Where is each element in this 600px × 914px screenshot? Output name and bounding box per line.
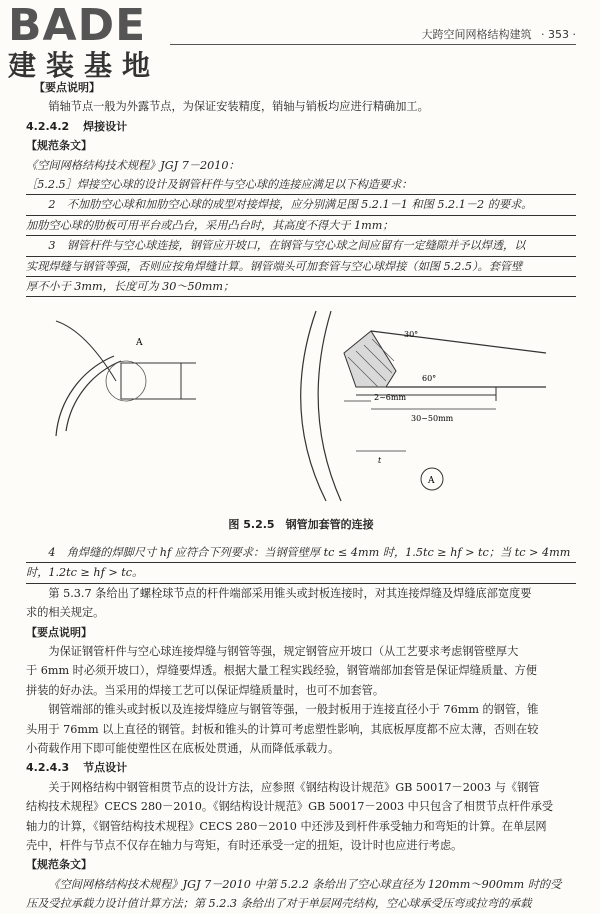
label-angle-30: 30°	[404, 330, 419, 340]
tube-top-edge	[371, 331, 546, 353]
paragraph-line: 为保证钢管杆件与空心球连接焊缝与钢管等强，规定钢管应开坡口（从工艺要求考虑钢管壁厚大	[48, 644, 519, 658]
header-rule	[170, 44, 576, 45]
section-title: 节点设计	[83, 761, 128, 775]
section-number: 4.2.4.3	[26, 761, 70, 775]
sphere-wall-outer	[301, 311, 326, 501]
spec-line: 实现焊缝与钢管等强，否则应按角焊缝计算。钢管端头可加套管与空心球焊接（如图 5.2.5）。套管壁	[26, 257, 576, 277]
note-heading: 【要点说明】	[26, 625, 92, 639]
paragraph-line: 钢管端部的锥头或封板以及连接焊缝应与钢管等强，一般封板用于连接直径小于 76mm 的钢管，锥	[48, 703, 539, 717]
logo-wordmark: BADE	[8, 0, 147, 51]
label-angle-60: 60°	[422, 374, 437, 384]
label-gap: 2~6mm	[374, 393, 407, 403]
spec-line: 4 角焊缝的焊脚尺寸 hf 应符合下列要求：当钢管壁厚 tc ≤ 4mm 时，1.5tc ≥ hf > tc；当 tc > 4mm	[26, 543, 576, 563]
paragraph-line: 小荷载作用下即可能使塑性区在底板处贯通，从而降低承载力。	[26, 741, 340, 755]
label-a-circle: A	[428, 476, 435, 487]
site-logo	[8, 0, 178, 82]
paragraph-line: 关于网格结构中钢管相贯节点的设计方法，应参照《钢结构设计规范》GB 50017－2003 与《钢管	[48, 780, 540, 794]
paragraph-line: 于 6mm 时必须开坡口），焊缝要焊透。根据大量工程实践经验，钢管端部加套管是保证焊缝质量、方便	[26, 664, 537, 678]
tube-segment	[121, 363, 181, 399]
spec-line: 压及受拉承载力设计值计算方法；第 5.2.3 条给出了对于单层网壳结构，空心球承受压弯或拉弯的承载	[26, 897, 532, 911]
paragraph-line: 头用于 76mm 以上直径的钢管。封板和锥头的计算可考虑塑性影响，其底板厚度都不应太薄，否则在较	[26, 722, 539, 736]
spec-heading: 【规范条文】	[26, 858, 92, 872]
sphere-wall-inner	[318, 311, 341, 501]
paragraph-line: 结构技术规程》CECS 280－2010。《钢结构设计规范》GB 50017－2003 中只包含了相贯节点杆件承受	[26, 800, 554, 814]
spec-line: 时，1.2tc ≥ hf > tc。	[26, 563, 576, 583]
spec-line: 《空间网格结构技术规程》JGJ 7－2010 中第 5.2.2 条给出了空心球直径为 120mm～900mm 时的受	[48, 877, 562, 891]
figure-5-2-5	[26, 301, 576, 517]
page-number: · 353 ·	[541, 28, 576, 41]
paragraph-line: 壳中，杆件与节点不仅存在轴力与弯矩，有时还承受一定的扭矩，设计时也应进行考虑。	[26, 838, 463, 852]
detail-circle	[106, 361, 146, 401]
sphere-shell-inner	[56, 356, 114, 436]
weld-detail-drawing	[26, 301, 576, 511]
label-sleeve-length: 30~50mm	[411, 414, 454, 424]
paragraph-line: 轴力的计算，《钢管结构技术规程》CECS 280－2010 中还涉及到杆件承受轴力和弯矩的计算。在单层网	[26, 819, 547, 833]
section-heading	[26, 117, 576, 136]
spec-line: 厚不小于 3mm，长度可为 30～50mm；	[26, 277, 576, 297]
label-thickness: t	[378, 456, 382, 466]
label-a-left: A	[136, 338, 143, 349]
figure-caption: 图 5.2.5 钢管加套管的连接	[228, 518, 374, 532]
spec-line: 3 钢管杆件与空心球连接，钢管应开坡口，在钢管与空心球之间应留有一定缝隙并予以焊透，以	[26, 236, 576, 256]
running-title: 大跨空间网格结构建筑	[421, 28, 532, 41]
spec-heading: 【规范条文】	[26, 139, 92, 153]
paragraph-line: 拼装的好办法。当采用的焊接工艺可以保证焊缝质量时，也可不加套管。	[26, 683, 385, 697]
spec-line: 2 不加肋空心球和加肋空心球的成型对接焊接，应分别满足图 5.2.1－1 和图 5.2.1－2 的要求。	[26, 195, 576, 215]
note-heading: 【要点说明】	[34, 81, 100, 94]
section-heading	[26, 758, 576, 777]
sphere-outline	[56, 321, 116, 381]
section-title: 焊接设计	[83, 119, 128, 133]
paragraph-line: 销轴节点一般为外露节点，为保证安装精度，销轴与销板均应进行精确加工。	[48, 100, 429, 114]
logo-subtitle: 建装基地	[8, 49, 161, 82]
paragraph-line: 第 5.3.7 条给出了螺栓球节点的杆件端部采用锥头或封板连接时，对其连接焊缝及焊缝底部宽度要	[48, 586, 532, 600]
spec-line: 加肋空心球的肋板可用平台或凸台，采用凸台时，其高度不得大于 1mm；	[26, 216, 576, 236]
spec-source: 《空间网格结构技术规程》JGJ 7－2010：	[26, 158, 240, 172]
running-header	[422, 26, 576, 42]
spec-clause: ［5.2.5］焊接空心球的设计及钢管杆件与空心球的连接应满足以下构造要求：	[26, 175, 576, 195]
section-number: 4.2.4.2	[26, 119, 70, 133]
paragraph-line: 求的相关规定。	[26, 606, 105, 620]
page-body	[26, 78, 576, 914]
